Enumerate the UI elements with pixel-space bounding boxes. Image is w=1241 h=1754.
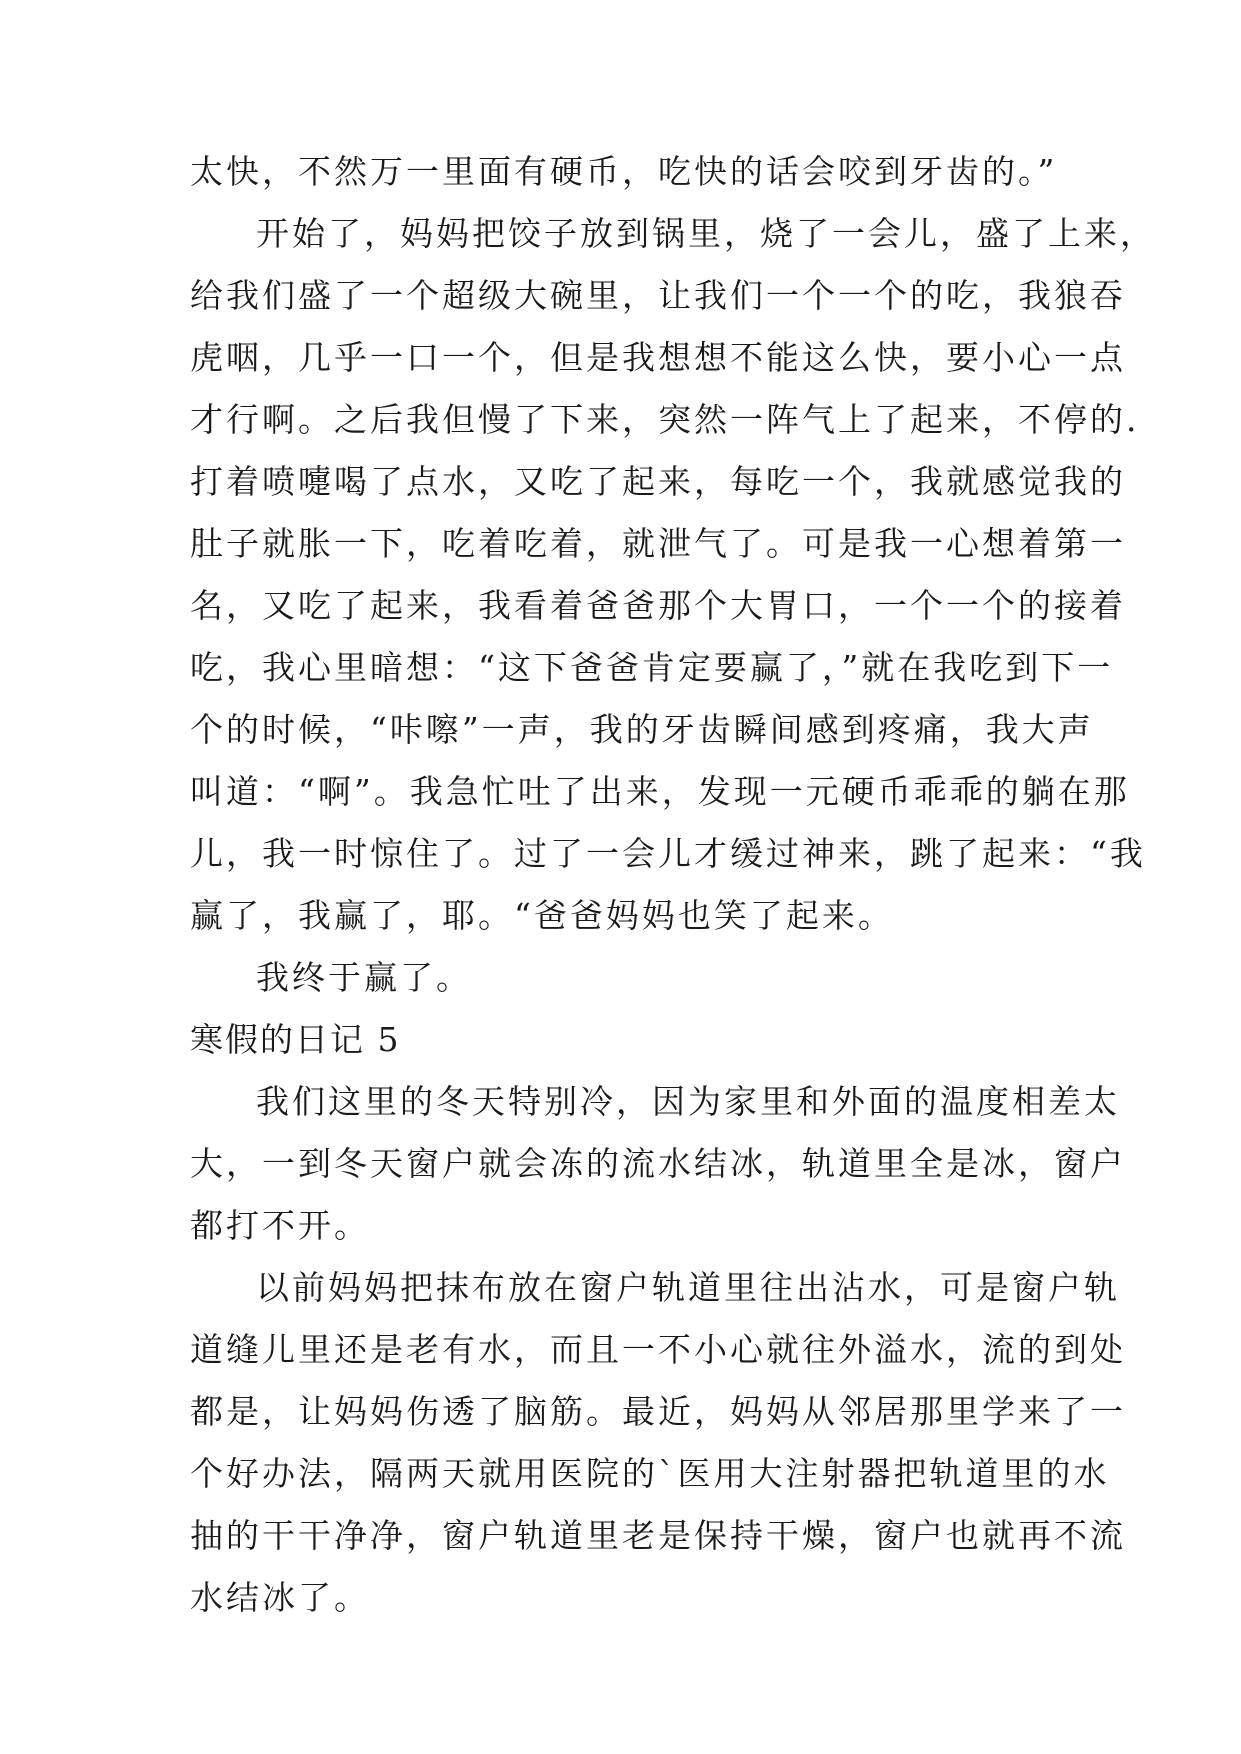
text-line: 个好办法，隔两天就用医院的`医用大注射器把轨道里的水	[190, 1454, 1110, 1493]
text-line: 抽的干干净净，窗户轨道里老是保持干燥，窗户也就再不流	[190, 1516, 1126, 1555]
paragraph-start-line: 以前妈妈把抹布放在窗户轨道里往出沾水，可是窗户轨	[256, 1268, 1120, 1307]
paragraph-start-line: 我们这里的冬天特别冷，因为家里和外面的温度相差太	[256, 1082, 1120, 1121]
text-line: 吃，我心里暗想：“这下爸爸肯定要赢了，”就在我吃到下一	[190, 648, 1114, 687]
text-line: 大，一到冬天窗户就会冻的流水结冰，轨道里全是冰，窗户	[190, 1144, 1126, 1183]
text-line: 赢了，我赢了，耶。“爸爸妈妈也笑了起来。	[190, 896, 894, 935]
text-line: 名，又吃了起来，我看着爸爸那个大胃口，一个一个的接着	[190, 586, 1126, 625]
paragraph-start-line: 我终于赢了。	[256, 958, 472, 997]
document-body	[190, 141, 1156, 1629]
text-line: 水结冰了。	[190, 1578, 370, 1617]
text-line: 叫道：“啊”。我急忙吐了出来，发现一元硬币乖乖的躺在那	[190, 772, 1130, 811]
text-line: 儿，我一时惊住了。过了一会儿才缓过神来，跳了起来：“我	[190, 834, 1146, 873]
text-line: 给我们盛了一个超级大碗里，让我们一个一个的吃，我狼吞	[190, 276, 1126, 315]
text-line: 都是，让妈妈伤透了脑筋。最近，妈妈从邻居那里学来了一	[190, 1392, 1126, 1431]
text-line: 个的时候，“咔嚓”一声，我的牙齿瞬间感到疼痛，我大声	[190, 710, 1094, 749]
text-line: 肚子就胀一下，吃着吃着，就泄气了。可是我一心想着第一	[190, 524, 1126, 563]
text-line: 太快，不然万一里面有硬币，吃快的话会咬到牙齿的。”	[190, 152, 1058, 191]
text-line: 都打不开。	[190, 1206, 370, 1245]
text-line: 道缝儿里还是老有水，而且一不小心就往外溢水，流的到处	[190, 1330, 1126, 1369]
text-line: 才行啊。之后我但慢了下来，突然一阵气上了起来，不停的.	[190, 400, 1140, 439]
section-heading: 寒假的日记 5	[190, 1020, 401, 1059]
text-line: 虎咽，几乎一口一个，但是我想想不能这么快，要小心一点	[190, 338, 1126, 377]
paragraph-start-line: 开始了，妈妈把饺子放到锅里，烧了一会儿，盛了上来，	[256, 214, 1156, 253]
text-line: 打着喷嚏喝了点水，又吃了起来，每吃一个，我就感觉我的	[190, 462, 1126, 501]
